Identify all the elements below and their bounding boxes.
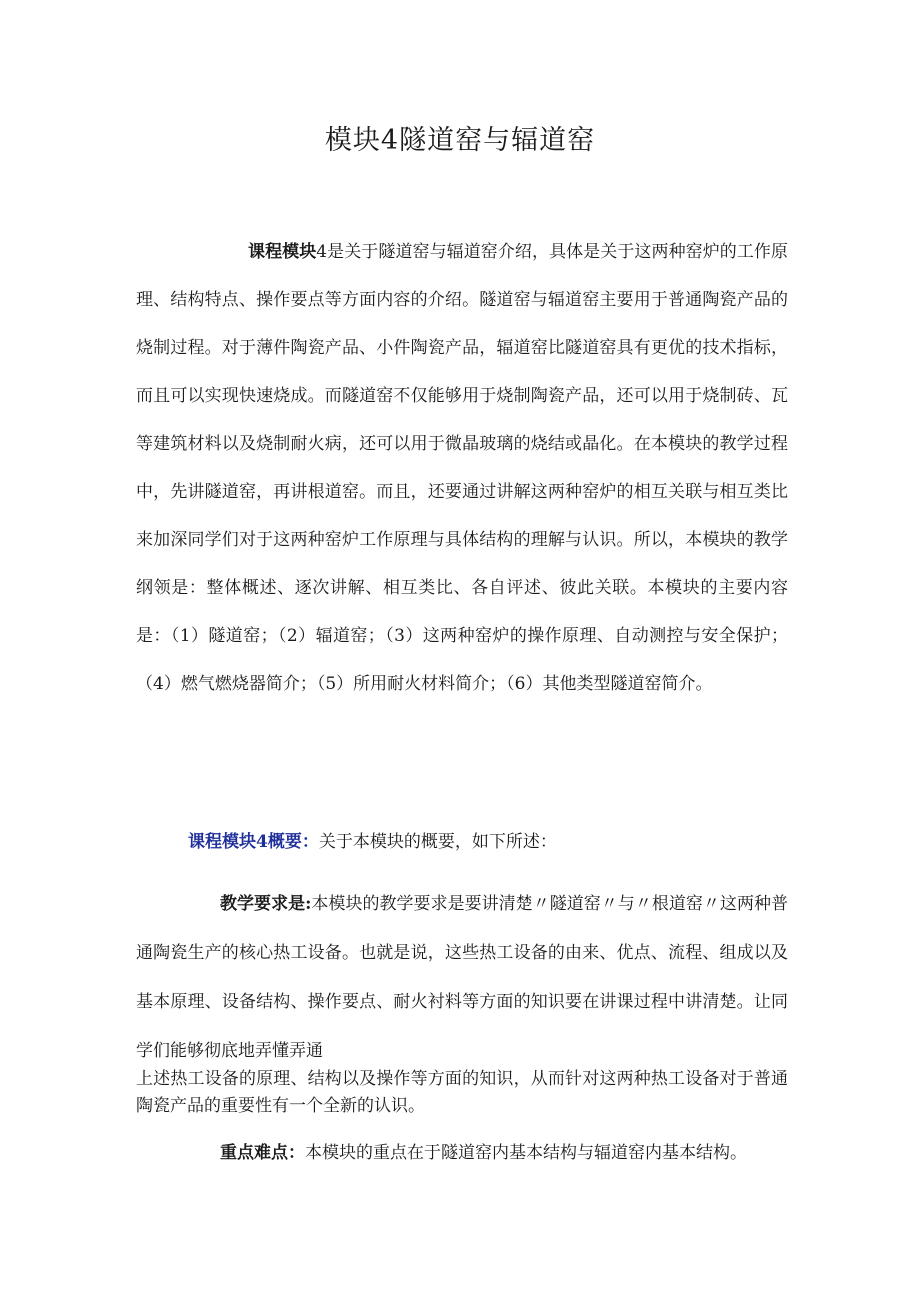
key-points-paragraph: [136, 1138, 788, 1168]
overview-label: 课程模块4概要：: [188, 832, 319, 852]
continuation-paragraph: [136, 1066, 788, 1120]
intro-paragraph: [136, 228, 788, 708]
requirements-paragraph: [136, 880, 788, 1076]
intro-lead: 课程模块: [248, 242, 317, 262]
requirements-text: 本模块的教学要求是要讲清楚〃隧道窑〃与〃根道窑〃这两种普通陶瓷生产的核心热工设备。也就是说，这些热工设备的由来、优点、流程、组成以及基本原理、设备结构、操作要点、耐火衬料等方面的知识要在讲课过程中讲清楚。让同学们能够彻底地弄懂弄通: [136, 894, 788, 1061]
key-points-text: 本模块的重点在于隧道窑内基本结构与辐道窑内基本结构。: [305, 1143, 747, 1163]
intro-text: 4是关于隧道窑与辐道窑介绍，具体是关于这两种窑炉的工作原理、结构特点、操作要点等方面内容的介绍。隧道窑与辐道窑主要用于普通陶瓷产品的烧制过程。对于薄件陶瓷产品、小件陶瓷产品，辐道窑比隧道窑具有更优的技术指标，而且可以实现快速烧成。而隧道窑不仅能够用于烧制陶瓷产品，还可以用于烧制砖、瓦等建筑材料以及烧制耐火病，还可以用于微晶玻璃的烧结或晶化。在本模块的教学过程中，先讲隧道窑，再讲根道窑。而且，还要通过讲解这两种窑炉的相互关联与相互类比来加深同学们对于这两种窑炉工作原理与具体结构的理解与认识。所以，本模块的教学纲领是：整体概述、逐次讲解、相互类比、各自评述、彼此关联。本模块的主要内容是：（1）隧道窑；（2）辐道窑；（3）这两种窑炉的操作原理、自动测控与安全保护；（4）燃气燃烧器简介；（5）所用耐火材料简介；（6）其他类型隧道窑简介。: [136, 242, 788, 694]
requirements-label: 教学要求是:: [220, 894, 312, 914]
key-points-label: 重点难点：: [220, 1143, 305, 1163]
overview-text: 关于本模块的概要，如下所述：: [318, 832, 557, 852]
document-title: 模块4隧道窑与辐道窑: [324, 125, 596, 156]
continuation-text: 上述热工设备的原理、结构以及操作等方面的知识，从而针对这两种热工设备对于普通陶瓷产品的重要性有一个全新的认识。: [136, 1069, 788, 1116]
overview-paragraph: [136, 828, 788, 856]
